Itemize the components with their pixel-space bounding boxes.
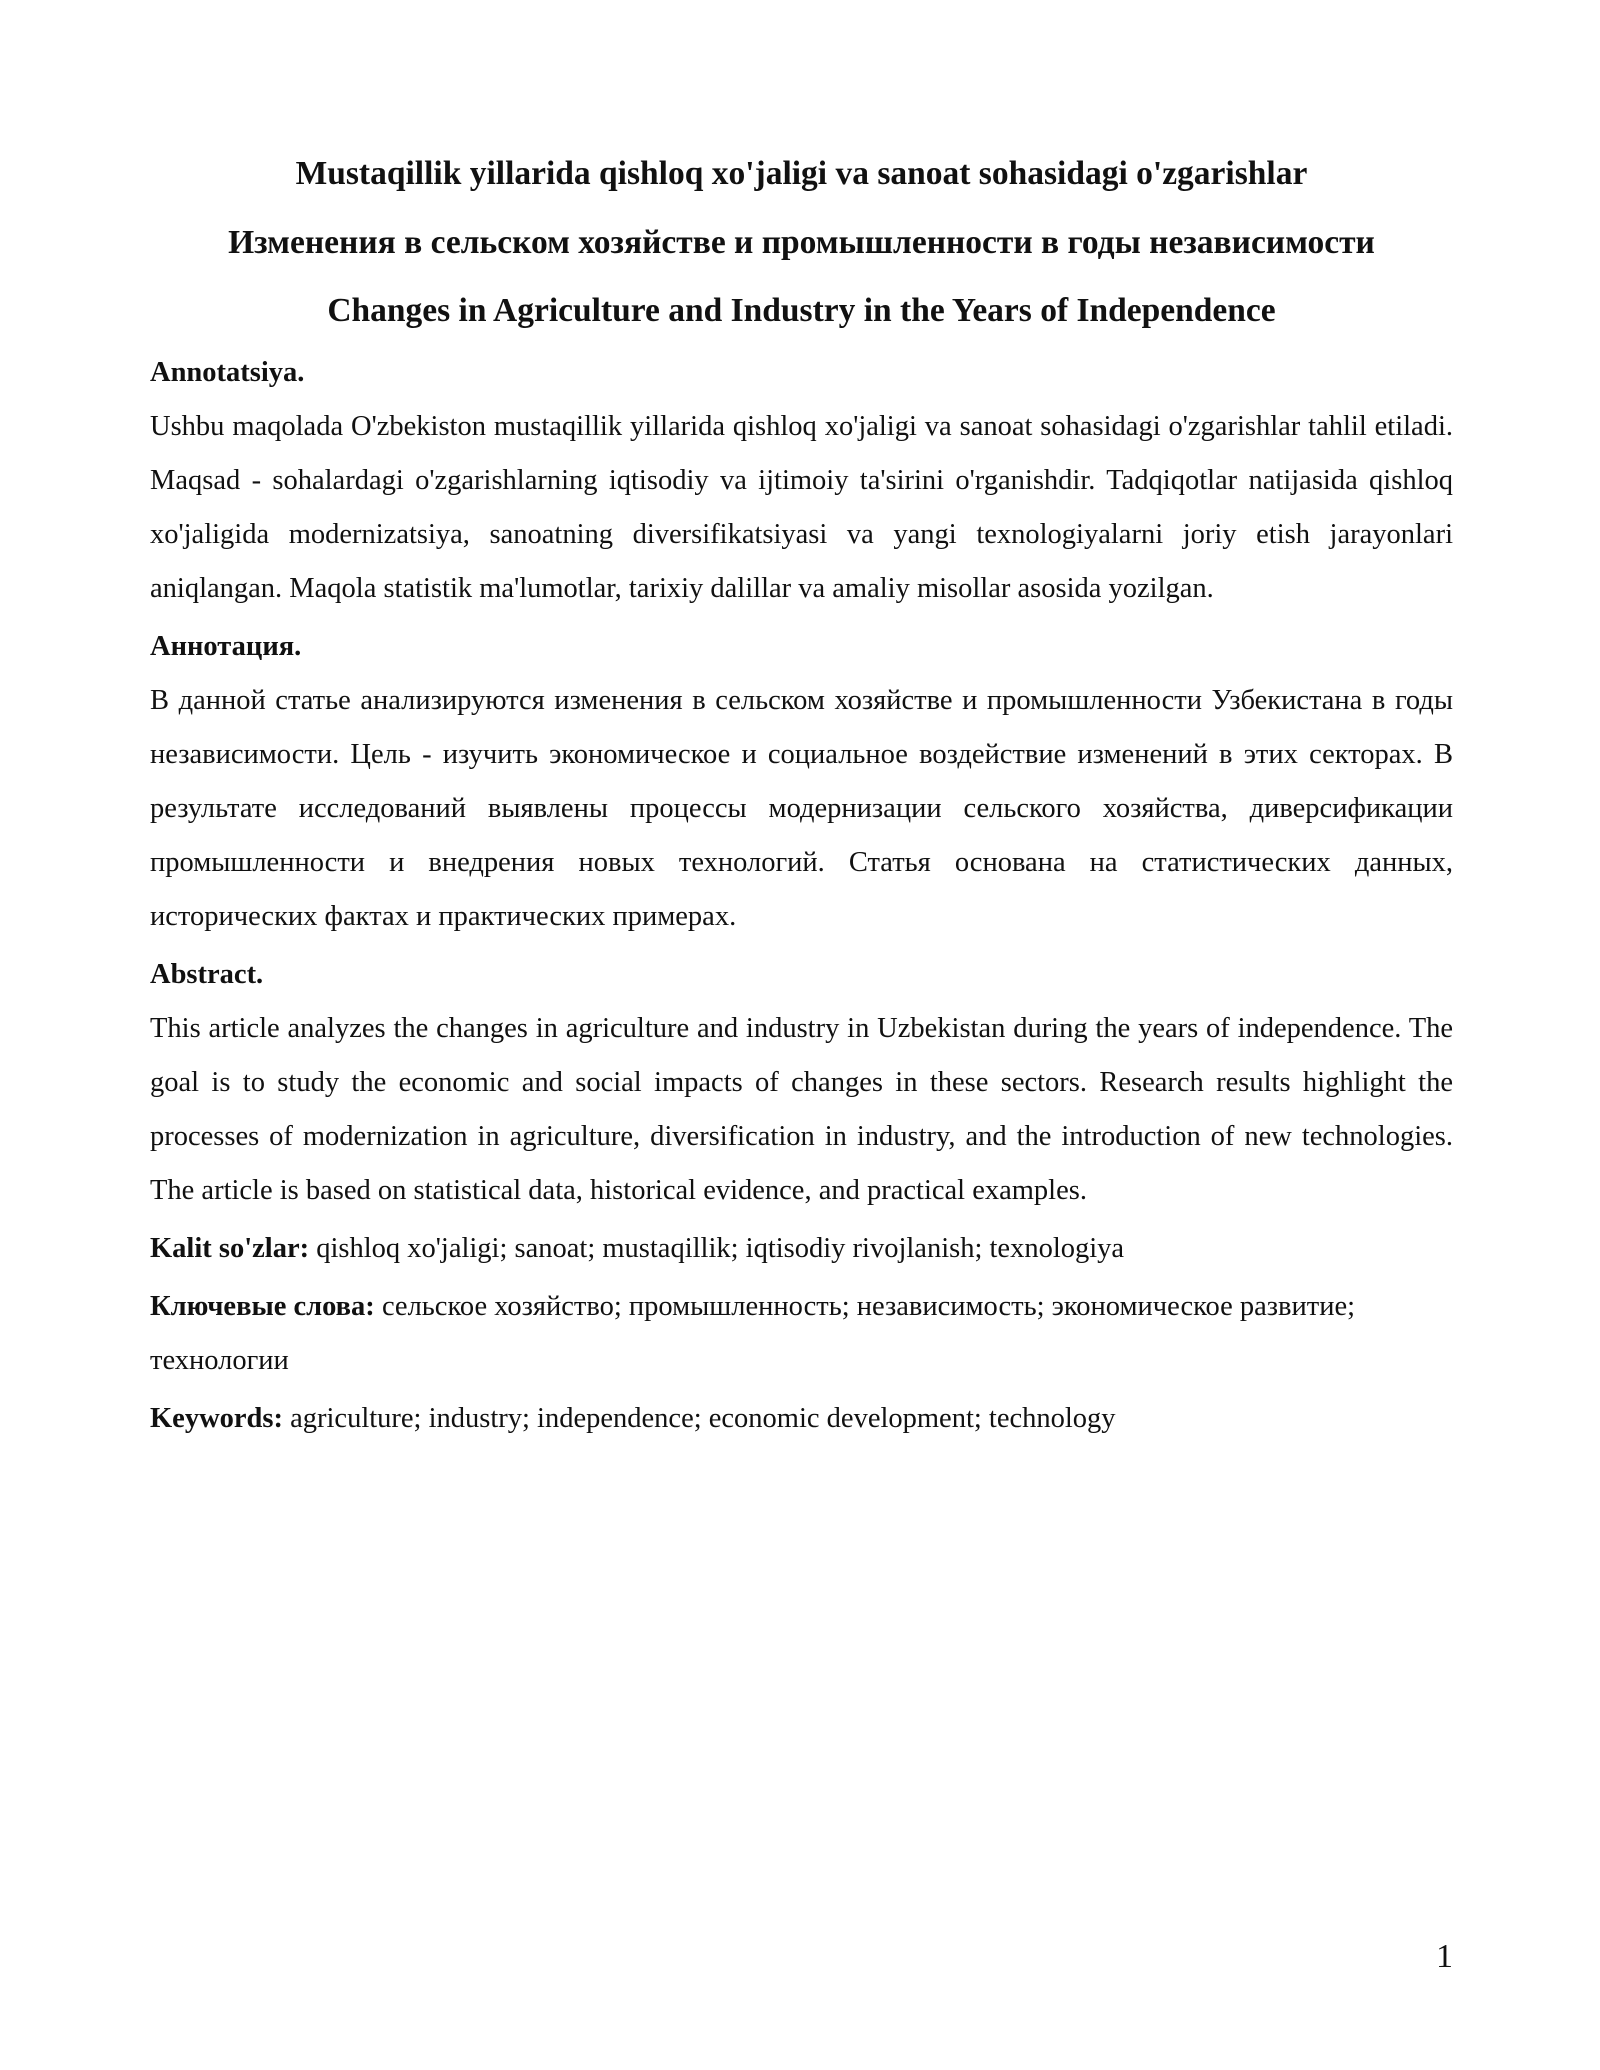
keywords-en-label: Keywords: — [150, 1402, 283, 1434]
keywords-en-text: agriculture; industry; independence; economic development; technology — [290, 1402, 1116, 1434]
keywords-uz-label: Kalit so'zlar: — [150, 1232, 310, 1264]
title-ru: Изменения в сельском хозяйстве и промышленности в годы независимости — [228, 223, 1375, 261]
title-en: Changes in Agriculture and Industry in the Years of Independence — [327, 292, 1276, 329]
title-uz: Mustaqillik yillarida qishloq xo'jaligi va sanoat sohasidagi o'zgarishlar — [295, 155, 1308, 192]
annotation-ru-text: В данной статье анализируются изменения в сельском хозяйстве и промышленности Узбекистана в годы независимости. Цель - изучить экономическое и социальное воздействие изменений в этих секторах. В результате исследований выявлены процессы модернизации сельского хозяйства, диверсификации промышленности и внедрения новых технологий. Статья основана на статистических данных, исторических фактах и практических примерах. — [150, 684, 1453, 932]
abstract-en-heading: Abstract. — [150, 958, 264, 990]
keywords-ru — [150, 1280, 1453, 1388]
document-page — [150, 140, 1453, 1450]
annotation-ru-heading: Аннотация. — [150, 630, 302, 662]
page-number: 1 — [1436, 1938, 1453, 1975]
annotation-uz-text: Ushbu maqolada O'zbekiston mustaqillik yillarida qishloq xo'jaligi va sanoat sohasidagi o'zgarishlar tahlil etiladi. Maqsad - sohalardagi o'zgarishlarning iqtisodiy va ijtimoiy ta'sirini o'rganishdir. Tadqiqotlar natijasida qishloq xo'jaligida modernizatsiya, sanoatning diversifikatsiyasi va yangi texnologiyalarni joriy etish jarayonlari aniqlangan. Maqola statistik ma'lumotlar, tarixiy dalillar va amaliy misollar asosida yozilgan. — [150, 410, 1453, 604]
keywords-en — [150, 1392, 1453, 1446]
keywords-uz — [150, 1222, 1453, 1276]
abstract-en-text: This article analyzes the changes in agriculture and industry in Uzbekistan during the years of independence. The goal is to study the economic and social impacts of changes in these sectors. Research results highlight the processes of modernization in agriculture, diversification in industry, and the introduction of new technologies. The article is based on statistical data, historical evidence, and practical examples. — [150, 1012, 1453, 1206]
annotation-uz-heading: Annotatsiya. — [150, 356, 305, 388]
keywords-uz-text: qishloq xo'jaligi; sanoat; mustaqillik; iqtisodiy rivojlanish; texnologiya — [316, 1232, 1125, 1264]
keywords-ru-text: сельское хозяйство; промышленность; независимость; экономическое развитие; технологии — [150, 1290, 1356, 1376]
keywords-ru-label: Ключевые слова: — [150, 1290, 375, 1322]
